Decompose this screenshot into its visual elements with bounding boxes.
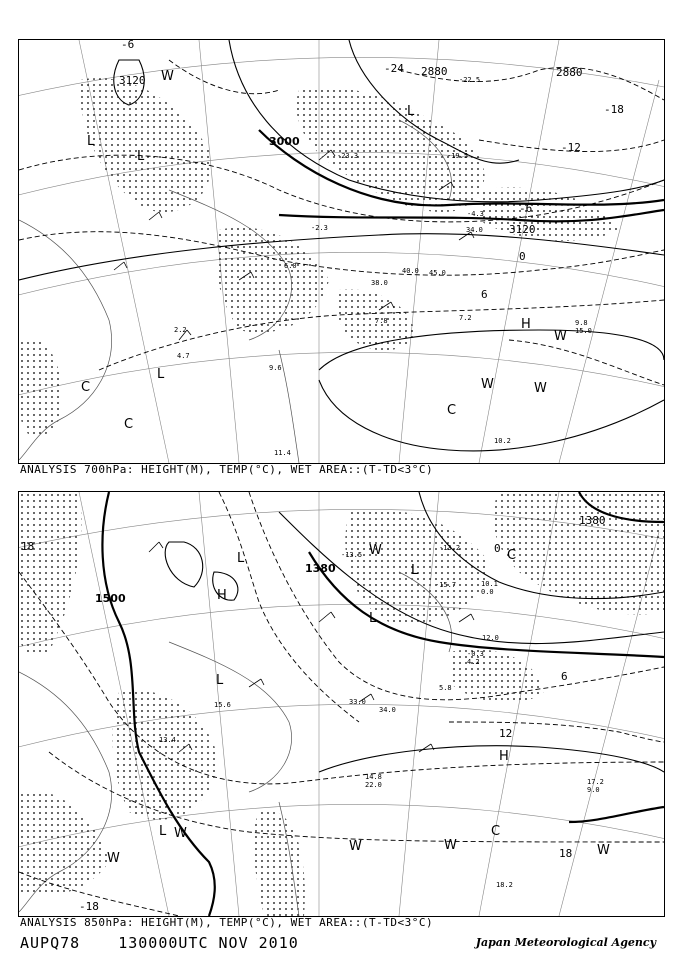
product-code: AUPQ78 [20, 934, 81, 952]
isotherm-label: 12 [499, 727, 513, 740]
chart-footer [20, 934, 327, 952]
low-marker: L [407, 104, 415, 119]
height-label: 2880 [556, 66, 583, 79]
station-value: 13.4 [159, 736, 176, 744]
warm-marker: W [554, 329, 567, 344]
warm-marker: W [161, 69, 174, 84]
station-value: 45.0 [429, 269, 446, 277]
warm-marker: W [597, 843, 610, 858]
station-value: 10.2 [494, 437, 511, 445]
station-value: 9.8 [575, 319, 588, 327]
station-value: -23.3 [337, 152, 359, 160]
station-value: 17.2 [587, 778, 604, 786]
station-value: 7.2 [459, 314, 472, 322]
low-marker: L [411, 563, 419, 578]
station-value: -13.5 [341, 551, 363, 559]
station-value: 0.0 [481, 588, 494, 596]
isotherm-label: 0 [494, 542, 501, 555]
warm-marker: W [369, 543, 382, 558]
isotherm-label: -18 [604, 103, 624, 116]
station-value: -22.5 [459, 76, 481, 84]
station-value: 4.7 [177, 352, 190, 360]
station-value: 33.0 [349, 698, 366, 706]
low-marker: L [369, 611, 377, 626]
isotherm-label: 6 [481, 288, 488, 301]
height-label: 1500 [95, 592, 126, 605]
low-marker: L [237, 551, 245, 566]
station-value: -2.3 [311, 224, 328, 232]
warm-marker: W [444, 838, 457, 853]
station-value: 18.2 [496, 881, 513, 889]
cold-marker: C [81, 380, 91, 395]
station-value: 6.0 [284, 262, 297, 270]
station-value: 14.8 [365, 773, 382, 781]
height-label: 3120 [509, 223, 536, 236]
low-marker: L [159, 824, 167, 839]
map-850hpa-canvas [19, 492, 664, 916]
station-value: 34.0 [466, 226, 483, 234]
cold-marker: C [447, 403, 457, 418]
low-marker: L [216, 673, 224, 688]
cold-marker: C [507, 548, 517, 563]
agency-credit: Japan Meteorological Agency [475, 936, 656, 949]
isotherm-label: -6 [519, 202, 533, 215]
isotherm-label: 0 [519, 250, 526, 263]
height-label: 1380 [305, 562, 336, 575]
high-marker: H [521, 317, 531, 332]
cold-marker: C [124, 417, 134, 432]
height-label: 2880 [421, 65, 448, 78]
warm-marker: W [349, 839, 362, 854]
station-value: 11.4 [274, 449, 291, 457]
station-value: 9.6 [269, 364, 282, 372]
station-value: 12.0 [482, 634, 499, 642]
high-marker: H [499, 749, 509, 764]
isotherm-label: -6 [121, 40, 135, 51]
high-marker: H [217, 588, 227, 603]
station-value: 15.0 [575, 327, 592, 335]
low-marker: L [157, 367, 165, 382]
station-value: 2.2 [174, 326, 187, 334]
low-marker: L [87, 134, 95, 149]
station-value: 38.0 [371, 279, 388, 287]
station-value: -13.2 [439, 544, 461, 552]
warm-marker: W [534, 381, 547, 396]
map-panel-850hpa [18, 491, 665, 917]
isotherm-label: 18 [21, 540, 35, 553]
isotherm-label: -24 [384, 62, 404, 75]
warm-marker: W [174, 826, 187, 841]
isotherm-label: -12 [561, 141, 581, 154]
station-value: 22.0 [365, 781, 382, 789]
station-value: 4.2 [467, 658, 480, 666]
station-value: 15.6 [214, 701, 231, 709]
warm-marker: W [107, 851, 120, 866]
isotherm-label: 6 [561, 670, 568, 683]
isotherm-label: 18 [559, 847, 573, 860]
station-value: 7.8 [375, 317, 388, 325]
station-value: -4.3 [467, 210, 484, 218]
isotherm-label: -18 [79, 900, 99, 913]
map-700hpa-canvas [19, 40, 664, 463]
warm-marker: W [481, 377, 494, 392]
valid-time: 130000UTC NOV 2010 [118, 934, 299, 952]
station-value: -0.3 [467, 650, 484, 658]
height-label: 1380 [579, 514, 606, 527]
station-value: 10.1 [481, 580, 498, 588]
station-value: -15.7 [435, 581, 457, 589]
station-value: -19.5 [447, 152, 469, 160]
station-value: 9.0 [587, 786, 600, 794]
height-label: 3120 [119, 74, 146, 87]
height-label: 3000 [269, 135, 300, 148]
low-marker: L [137, 149, 145, 164]
station-value: 34.0 [379, 706, 396, 714]
station-value: 5.8 [439, 684, 452, 692]
map-panel-700hpa [18, 39, 665, 464]
cold-marker: C [491, 824, 501, 839]
station-value: 40.0 [402, 267, 419, 275]
panel-caption-700hpa: ANALYSIS 700hPa: HEIGHT(M), TEMP(°C), WET AREA::(T-TD<3°C) [20, 463, 434, 476]
panel-caption-850hpa: ANALYSIS 850hPa: HEIGHT(M), TEMP(°C), WET AREA::(T-TD<3°C) [20, 916, 434, 929]
